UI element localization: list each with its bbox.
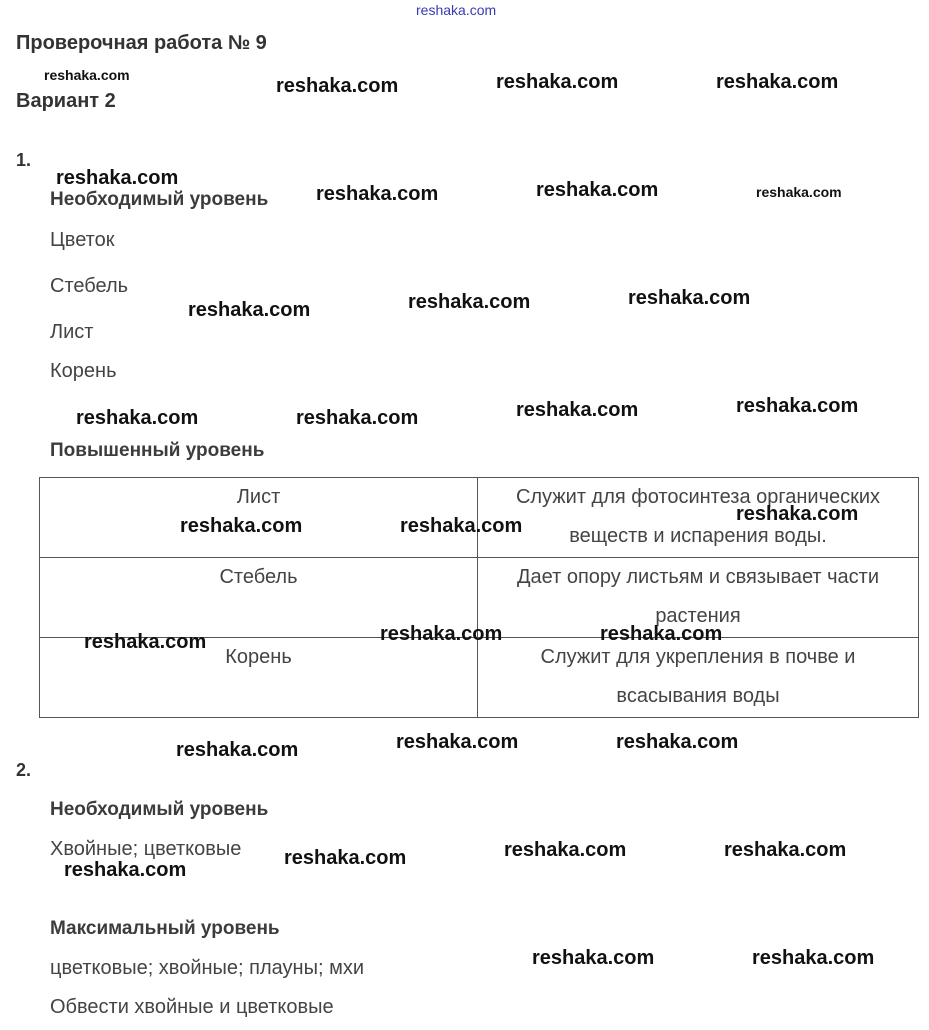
watermark: reshaka.com [380,623,503,645]
watermark: reshaka.com [504,839,627,861]
organ-cell: Лист [40,478,478,558]
watermark: reshaka.com [616,731,739,753]
page-title: Проверочная работа № 9 [16,32,267,54]
watermark-top: reshaka.com [416,2,497,18]
function-cell: Дает опору листьям и связывает части растения [478,558,919,638]
watermark: reshaka.com [400,515,523,537]
function-cell: Служит для укрепления в почве и всасывания воды [478,638,919,718]
watermark: reshaka.com [716,71,839,93]
q1-basic-item: Цветок [50,229,115,251]
watermark: reshaka.com [736,503,859,525]
watermark: reshaka.com [532,947,655,969]
organ-cell: Корень [40,638,478,718]
q1-basic-item: Корень [50,360,117,382]
variant-label: Вариант 2 [16,90,116,112]
watermark: reshaka.com [756,184,842,200]
q1-basic-item: Лист [50,321,94,343]
watermark: reshaka.com [396,731,519,753]
organ-cell: Стебель [40,558,478,638]
function-cell: Служит для фотосинтеза органических веществ и испарения воды. [478,478,919,558]
q2-max-answer: Обвести хвойные и цветковые [50,996,334,1018]
watermark: reshaka.com [76,407,199,429]
watermark: reshaka.com [316,183,439,205]
question-2-number: 2. [16,760,32,780]
watermark: reshaka.com [516,399,639,421]
watermark: reshaka.com [296,407,419,429]
q1-advanced-level-label: Повышенный уровень [50,440,265,461]
watermark: reshaka.com [536,179,659,201]
watermark: reshaka.com [64,859,187,881]
watermark: reshaka.com [44,67,130,83]
q2-basic-answer: Хвойные; цветковые [50,838,242,860]
q2-max-level-label: Максимальный уровень [50,918,280,939]
watermark: reshaka.com [84,631,207,653]
watermark: reshaka.com [600,623,723,645]
watermark: reshaka.com [408,291,531,313]
watermark: reshaka.com [180,515,303,537]
watermark: reshaka.com [176,739,299,761]
q2-basic-level-label: Необходимый уровень [50,799,269,820]
watermark: reshaka.com [752,947,875,969]
q1-basic-item: Стебель [50,275,129,297]
watermark: reshaka.com [724,839,847,861]
watermark: reshaka.com [628,287,751,309]
watermark: reshaka.com [496,71,619,93]
watermark: reshaka.com [56,167,179,189]
watermark: reshaka.com [188,299,311,321]
question-1-number: 1. [16,150,32,170]
watermark: reshaka.com [736,395,859,417]
q2-max-answer: цветковые; хвойные; плауны; мхи [50,957,365,979]
watermark: reshaka.com [284,847,407,869]
watermark: reshaka.com [276,75,399,97]
q1-basic-level-label: Необходимый уровень [50,189,269,210]
